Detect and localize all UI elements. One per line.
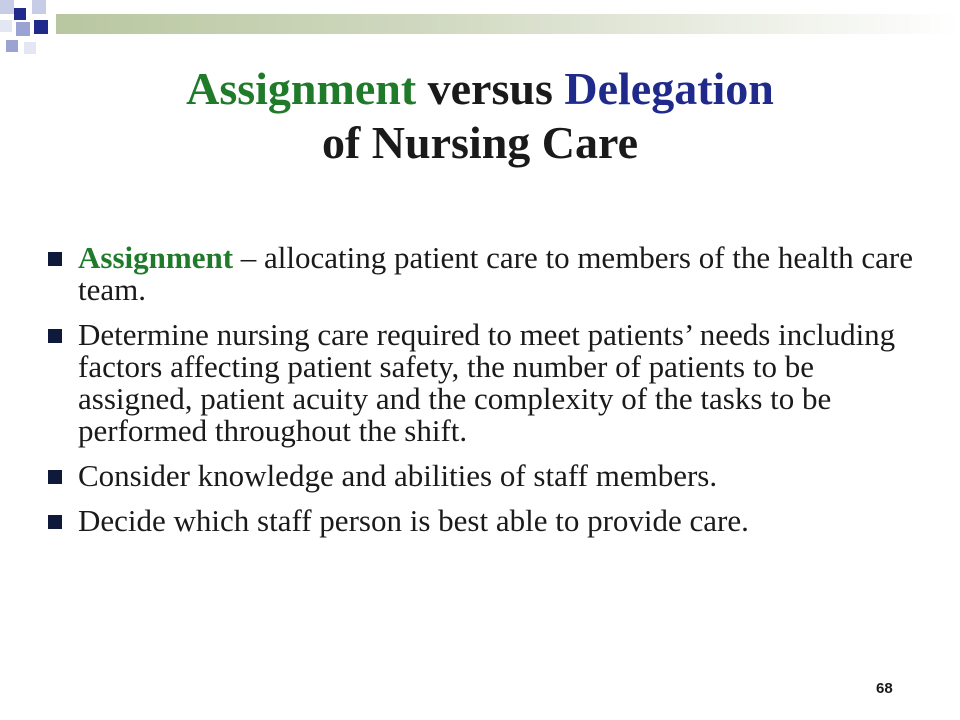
title-word-delegation: Delegation	[564, 63, 774, 114]
page-number: 68	[876, 680, 893, 697]
decor-square	[14, 8, 26, 20]
decor-square	[0, 20, 12, 32]
decor-square	[16, 22, 30, 36]
slide-title	[60, 62, 900, 170]
square-bullet-icon	[48, 252, 62, 266]
bullet-item	[48, 242, 918, 306]
bullet-item	[48, 460, 918, 492]
bullet-text: – allocating patient care to members of the health care team.	[78, 240, 913, 307]
header-gradient-band	[56, 14, 960, 34]
bullet-item	[48, 319, 918, 447]
decor-square	[6, 40, 18, 52]
square-bullet-icon	[48, 470, 62, 484]
title-line-2: of Nursing Care	[321, 117, 639, 168]
bullet-item	[48, 505, 918, 537]
decor-square	[32, 0, 46, 14]
bullet-term: Assignment	[78, 240, 234, 275]
bullet-text: Determine nursing care required to meet patients’ needs including factors affecting patient safety, the number of patients to be assigned, patient acuity and the complexity of the tasks to be performed throughout the shift.	[78, 317, 896, 448]
bullet-text: Consider knowledge and abilities of staff members.	[78, 458, 718, 493]
title-word-assignment: Assignment	[186, 63, 417, 114]
decor-square	[0, 0, 14, 14]
decor-square	[24, 42, 36, 54]
bullet-list	[48, 242, 918, 550]
bullet-text: Decide which staff person is best able to provide care.	[78, 503, 749, 538]
square-bullet-icon	[48, 515, 62, 529]
title-word-versus: versus	[427, 63, 553, 114]
square-bullet-icon	[48, 329, 62, 343]
decor-square	[34, 20, 48, 34]
